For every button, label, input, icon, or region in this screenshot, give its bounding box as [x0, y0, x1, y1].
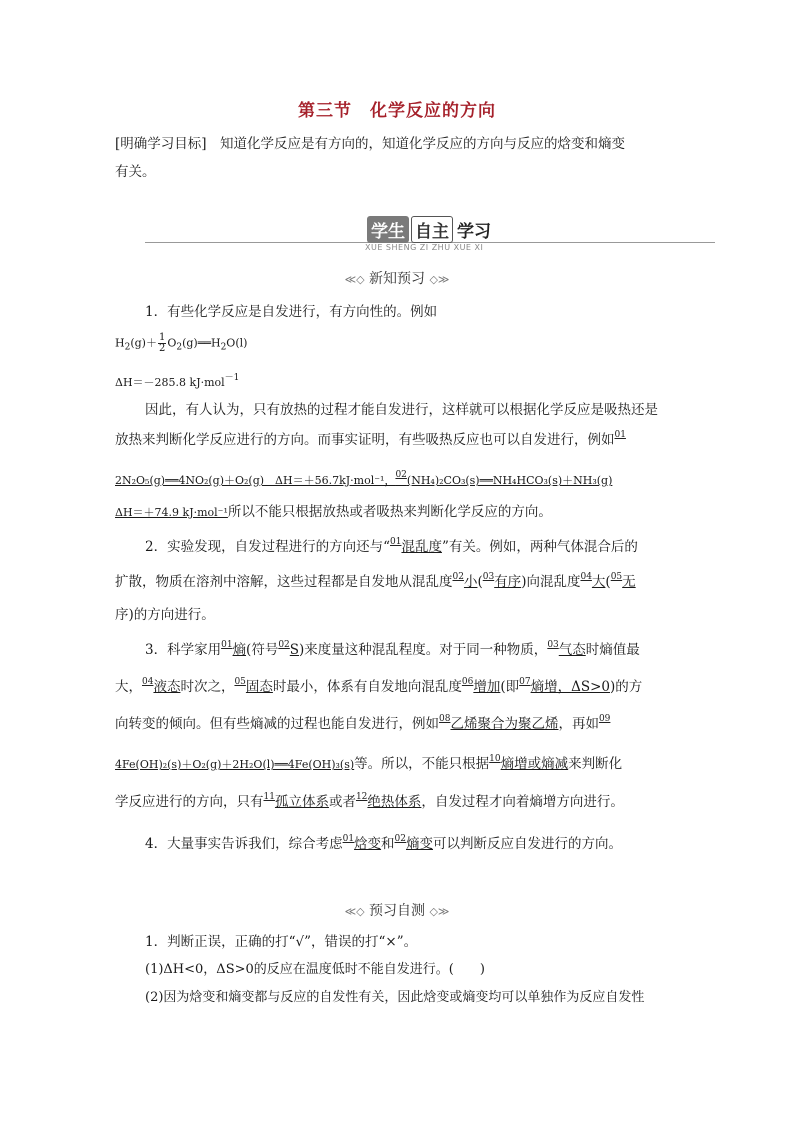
p2-line1	[145, 535, 638, 555]
text: 所以不能只根据放热或者吸热来判断化学反应的方向。	[227, 504, 552, 520]
frac-den: 2	[158, 343, 166, 354]
text: 等。所以，不能只根据	[354, 756, 490, 772]
text: 可以判断反应自发进行的方向。	[433, 836, 622, 852]
p3-line3	[115, 712, 610, 732]
blank-number: 01	[390, 537, 402, 547]
text: ”有关。例如，两种气体混合后的	[441, 539, 638, 555]
answer: 小	[463, 574, 478, 590]
blank-number: 03	[547, 640, 559, 650]
text: )的方	[610, 679, 643, 695]
text: 扩散，物质在溶剂中溶解，这些过程都是自发地从混乱度	[115, 574, 453, 590]
question-2: (2)因为焓变和熵变都与反应的自发性有关，因此焓变或熵变均可以单独作为反应自发性	[145, 990, 645, 1005]
fraction	[158, 333, 166, 354]
p3-line1	[145, 638, 640, 658]
banner-heading	[359, 216, 499, 242]
blank-number: 02	[394, 834, 406, 844]
ornament-right-icon: ◇≫	[429, 273, 450, 286]
blank-number: 11	[263, 792, 275, 802]
blank-number: 01	[221, 640, 233, 650]
text: 或者	[328, 794, 356, 810]
text: 3．科学家用	[145, 642, 222, 658]
eq-sub: 2	[220, 342, 227, 353]
section-heading-preview	[0, 268, 794, 288]
blank-number: 05	[234, 677, 246, 687]
reaction-dh: ΔH＝＋74.9 kJ·mol⁻¹	[115, 506, 228, 519]
answer: 混乱度	[401, 539, 442, 555]
answer: 熵	[232, 642, 247, 658]
banner-tail-text: 学习	[457, 221, 491, 242]
text: 时熵值最	[585, 642, 640, 658]
text: 4．大量事实告诉我们，综合考虑	[145, 836, 343, 852]
text: 来判断化	[568, 756, 623, 772]
answer: 气态	[558, 642, 586, 658]
reaction-ammonium-carbonate: (NH₄)₂CO₃(s)══NH₄HCO₃(s)＋NH₃(g)	[406, 474, 613, 487]
eq-part: O	[167, 336, 177, 350]
ornament-right-icon: ◇≫	[429, 905, 450, 918]
p3-line2	[115, 675, 642, 695]
text: 2．实验发现，自发过程进行的方向还与“	[145, 539, 390, 555]
text: (	[605, 574, 611, 590]
p3-line5	[115, 790, 624, 810]
section-heading-selftest	[0, 900, 794, 920]
text: ，再如	[558, 716, 599, 732]
answer: 孤立体系	[274, 794, 329, 810]
answer: 大	[591, 574, 606, 590]
objective-text: 知道化学反应是有方向的，知道化学反应的方向与反应的焓变和熵变	[206, 136, 626, 152]
ornament-left-icon: ≪◇	[344, 905, 365, 918]
text: 时最小，体系有自发地向混乱度	[272, 679, 462, 695]
p1-line1: 1．有些化学反应是自发进行，有方向性的。例如	[145, 304, 438, 320]
section-title: 预习自测	[369, 903, 425, 919]
text: ，自发过程才向着熵增方向进行。	[421, 794, 624, 810]
dh-sup: －1	[224, 373, 240, 383]
text: 学反应进行的方向，只有	[115, 794, 264, 810]
blank-number: 12	[355, 792, 368, 802]
reaction-line-1	[115, 470, 612, 488]
eq-sub: 2	[124, 342, 131, 353]
blank-number: 02	[278, 640, 290, 650]
eq-part: (g)＋	[130, 336, 157, 350]
answer: 无	[622, 574, 636, 590]
blank-number: 02	[452, 572, 464, 582]
question-1: (1)ΔH<0，ΔS>0的反应在温度低时不能自发进行。( )	[145, 962, 485, 977]
answer: 焓变	[354, 836, 382, 852]
text: 时次之，	[180, 679, 235, 695]
blank-number: 04	[580, 572, 592, 582]
answer: 绝热体系	[367, 794, 422, 810]
question-intro: 1．判断正误，正确的打“√”，错误的打“×”。	[145, 934, 418, 950]
objective-continuation: 有关。	[115, 164, 156, 180]
enthalpy-value	[115, 370, 239, 390]
text: 向转变的倾向。但有些熵减的过程也能自发进行，例如	[115, 716, 439, 732]
text: )向混乱度	[521, 574, 581, 590]
text: 放热来判断化学反应进行的方向。而事实证明，有些吸热反应也可以自发进行，例如	[115, 432, 615, 448]
section-banner	[145, 212, 715, 252]
p2-line2	[115, 570, 636, 590]
eq-sub: 2	[176, 342, 183, 353]
blank-number: 01	[614, 430, 626, 440]
answer: 熵增，ΔS>0	[530, 679, 610, 695]
eq-part: O(l)	[226, 336, 248, 350]
ornament-left-icon: ≪◇	[344, 273, 365, 286]
blank-number: 08	[439, 714, 451, 724]
section-title: 新知预习	[369, 271, 425, 287]
answer: 熵增或熵减	[500, 756, 569, 772]
blank-number: 02	[395, 470, 407, 480]
eq-part: H	[115, 336, 125, 350]
p1-line3a: 因此，有人认为，只有放热的过程才能自发进行，这样就可以根据化学反应是吸热还是	[145, 402, 658, 418]
blank-number: 05	[610, 572, 623, 582]
text: 和	[381, 836, 395, 852]
blank-number: 07	[519, 677, 531, 687]
blank-number: 01	[342, 834, 355, 844]
equation-h2-combustion	[115, 333, 247, 354]
blank-number: 04	[142, 677, 154, 687]
reaction-n2o5: 2N₂O₅(g)══4NO₂(g)＋O₂(g) ΔH＝＋56.7kJ·mol⁻¹，	[115, 474, 396, 487]
banner-pinyin: XUE SHENG ZI ZHU XUE XI	[365, 243, 484, 252]
p2-line3: 序)的方向进行。	[115, 607, 215, 623]
answer: 有序	[494, 574, 522, 590]
objective-label: [明确学习目标]	[115, 136, 207, 152]
text: (即	[500, 679, 520, 695]
blank-number: 10	[489, 754, 501, 764]
banner-outline-text: 自主	[411, 216, 453, 243]
answer-reaction: 4Fe(OH)₂(s)＋O₂(g)＋2H₂O(l)══4Fe(OH)₃(s)	[115, 758, 355, 771]
answer: 固态	[245, 679, 273, 695]
text: (符号	[246, 642, 279, 658]
answer: 液态	[153, 679, 181, 695]
text: )来度量这种混乱程度。对于同一种物质，	[299, 642, 548, 658]
frac-num: 1	[158, 332, 166, 343]
page-title: 第三节 化学反应的方向	[298, 101, 496, 121]
p1-line3b	[115, 428, 626, 448]
answer: 增加	[473, 679, 501, 695]
p3-line4	[115, 752, 622, 772]
learning-objective	[115, 132, 625, 152]
p4-line1	[145, 832, 622, 852]
reaction-line-2	[115, 500, 552, 520]
answer: 乙烯聚合为聚乙烯	[450, 716, 559, 732]
blank-number: 06	[461, 677, 474, 687]
banner-solid-text: 学生	[367, 216, 409, 243]
blank-number: 03	[482, 572, 495, 582]
dh-text: ΔH＝－285.8 kJ·mol	[115, 376, 225, 389]
answer: 熵变	[406, 836, 433, 852]
text: 大，	[115, 679, 142, 695]
blank-number: 09	[598, 714, 611, 724]
eq-part: (g)══H	[182, 336, 221, 350]
answer: S	[289, 642, 300, 658]
text: (	[477, 574, 483, 590]
